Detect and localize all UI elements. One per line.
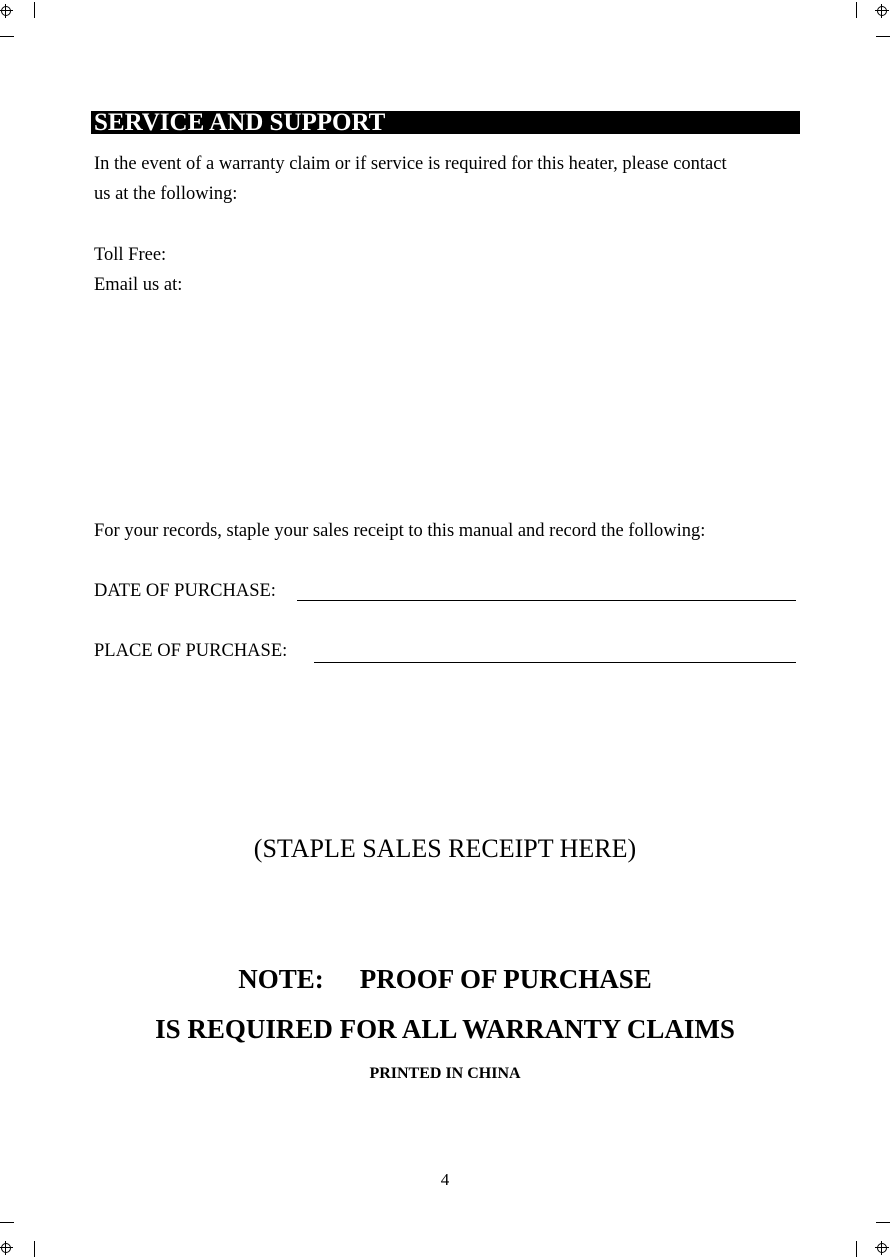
crop-mark-icon	[876, 36, 890, 37]
crop-mark-icon	[876, 1222, 890, 1223]
crop-mark-icon	[856, 2, 857, 18]
crop-mark-icon	[0, 4, 13, 18]
crop-mark-icon	[856, 1241, 857, 1257]
place-of-purchase-line	[314, 662, 796, 663]
crop-mark-icon	[0, 36, 14, 37]
note-label: NOTE:	[238, 964, 324, 994]
note-line-1: PROOF OF PURCHASE	[359, 964, 652, 994]
crop-mark-icon	[0, 1222, 14, 1223]
crop-mark-icon	[34, 2, 35, 18]
crop-mark-icon	[34, 1241, 35, 1257]
intro-line-1: In the event of a warranty claim or if service is required for this heater, please contact	[94, 154, 727, 174]
intro-line-2: us at the following:	[94, 184, 238, 204]
toll-free-label: Toll Free:	[94, 245, 167, 265]
note-heading	[0, 964, 890, 995]
date-of-purchase-label: DATE OF PURCHASE:	[94, 581, 276, 601]
date-of-purchase-line	[297, 600, 796, 601]
staple-receipt-placeholder: (STAPLE SALES RECEIPT HERE)	[253, 834, 637, 863]
crop-mark-icon	[0, 1241, 13, 1255]
page-number: 4	[440, 1170, 450, 1189]
crop-mark-icon	[875, 1241, 889, 1255]
section-title: SERVICE AND SUPPORT	[91, 111, 800, 134]
records-instruction: For your records, staple your sales receipt to this manual and record the following:	[94, 521, 706, 541]
note-line-2: IS REQUIRED FOR ALL WARRANTY CLAIMS	[155, 1014, 735, 1044]
email-label: Email us at:	[94, 275, 183, 295]
printed-in-label: PRINTED IN CHINA	[369, 1065, 521, 1082]
place-of-purchase-label: PLACE OF PURCHASE:	[94, 641, 288, 661]
crop-mark-icon	[875, 4, 889, 18]
